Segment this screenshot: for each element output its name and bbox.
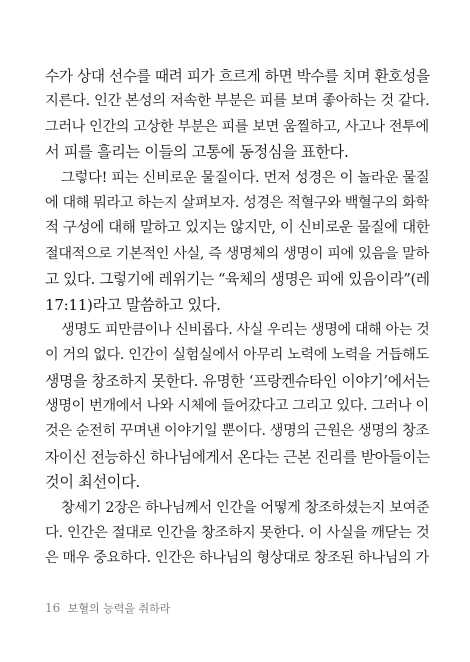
body-text <box>45 64 430 572</box>
text-line: 지른다. 인간 본성의 저속한 부분은 피를 보며 좋아하는 것 같다. <box>45 93 430 110</box>
text-line: 절대적으로 기본적인 사실, 즉 생명체의 생명이 피에 있음을 말하 <box>45 245 429 262</box>
text-line: 생명이 번개에서 나와 시체에 들어갔다고 그리고 있다. 그러나 이 <box>45 398 429 415</box>
text-line: 자이신 전능하신 하나님에게서 온다는 근본 진리를 받아들이는 <box>45 448 430 466</box>
text-line: 서 피를 흘리는 이들의 고통에 동정심을 표한다. <box>45 143 349 162</box>
text-line: 생명을 창조하지 못한다. 유명한 ‘프랑켄슈타인 이야기’에서는 <box>45 371 430 390</box>
paragraph <box>45 64 430 166</box>
page-footer <box>45 600 170 616</box>
text-line: 고 있다. 그렇기에 레위기는 “육체의 생명은 피에 있음이라”(레 <box>45 271 430 289</box>
text-line: 것은 순전히 꾸며낸 이야기일 뿐이다. 생명의 근원은 생명의 창조 <box>45 423 429 440</box>
text-line: 그러나 인간의 고상한 부분은 피를 보면 움찔하고, 사고나 전투에 <box>45 118 429 135</box>
text-line: 적 구성에 대해 말하고 있지는 않지만, 이 신비로운 물질에 대한 <box>45 220 430 237</box>
text-line: 생명도 피만큼이나 신비롭다. 사실 우리는 생명에 대해 아는 것 <box>61 321 430 338</box>
text-line: 에 대해 뭐라고 하는지 살펴보자. 성경은 적혈구와 백혈구의 화학 <box>45 194 429 211</box>
text-line: 창세기 2장은 하나님께서 인간을 어떻게 창조하셨는지 보여준 <box>61 499 430 516</box>
text-line: 것이 최선이다. <box>45 473 140 492</box>
text-line: 그렇다! 피는 신비로운 물질이다. 먼저 성경은 이 놀라운 물질 <box>61 169 430 186</box>
paragraph <box>45 496 430 572</box>
text-line: 은 매우 중요하다. 인간은 하나님의 형상대로 창조된 하나님의 가 <box>45 550 429 567</box>
page-number: 16 <box>45 601 61 615</box>
text-line: 17:11)라고 말씀하고 있다. <box>45 295 221 314</box>
text-line: 이 거의 없다. 인간이 실험실에서 아무리 노력에 노력을 거듭해도 <box>45 347 429 364</box>
book-title: 보혈의 능력을 취하라 <box>67 602 171 615</box>
text-line: 다. 인간은 절대로 인간을 창조하지 못한다. 이 사실을 깨닫는 것 <box>45 525 430 542</box>
text-line: 수가 상대 선수를 때려 피가 흐르게 하면 박수를 치며 환호성을 <box>45 68 430 85</box>
paragraph <box>45 318 430 496</box>
paragraph <box>45 166 430 318</box>
